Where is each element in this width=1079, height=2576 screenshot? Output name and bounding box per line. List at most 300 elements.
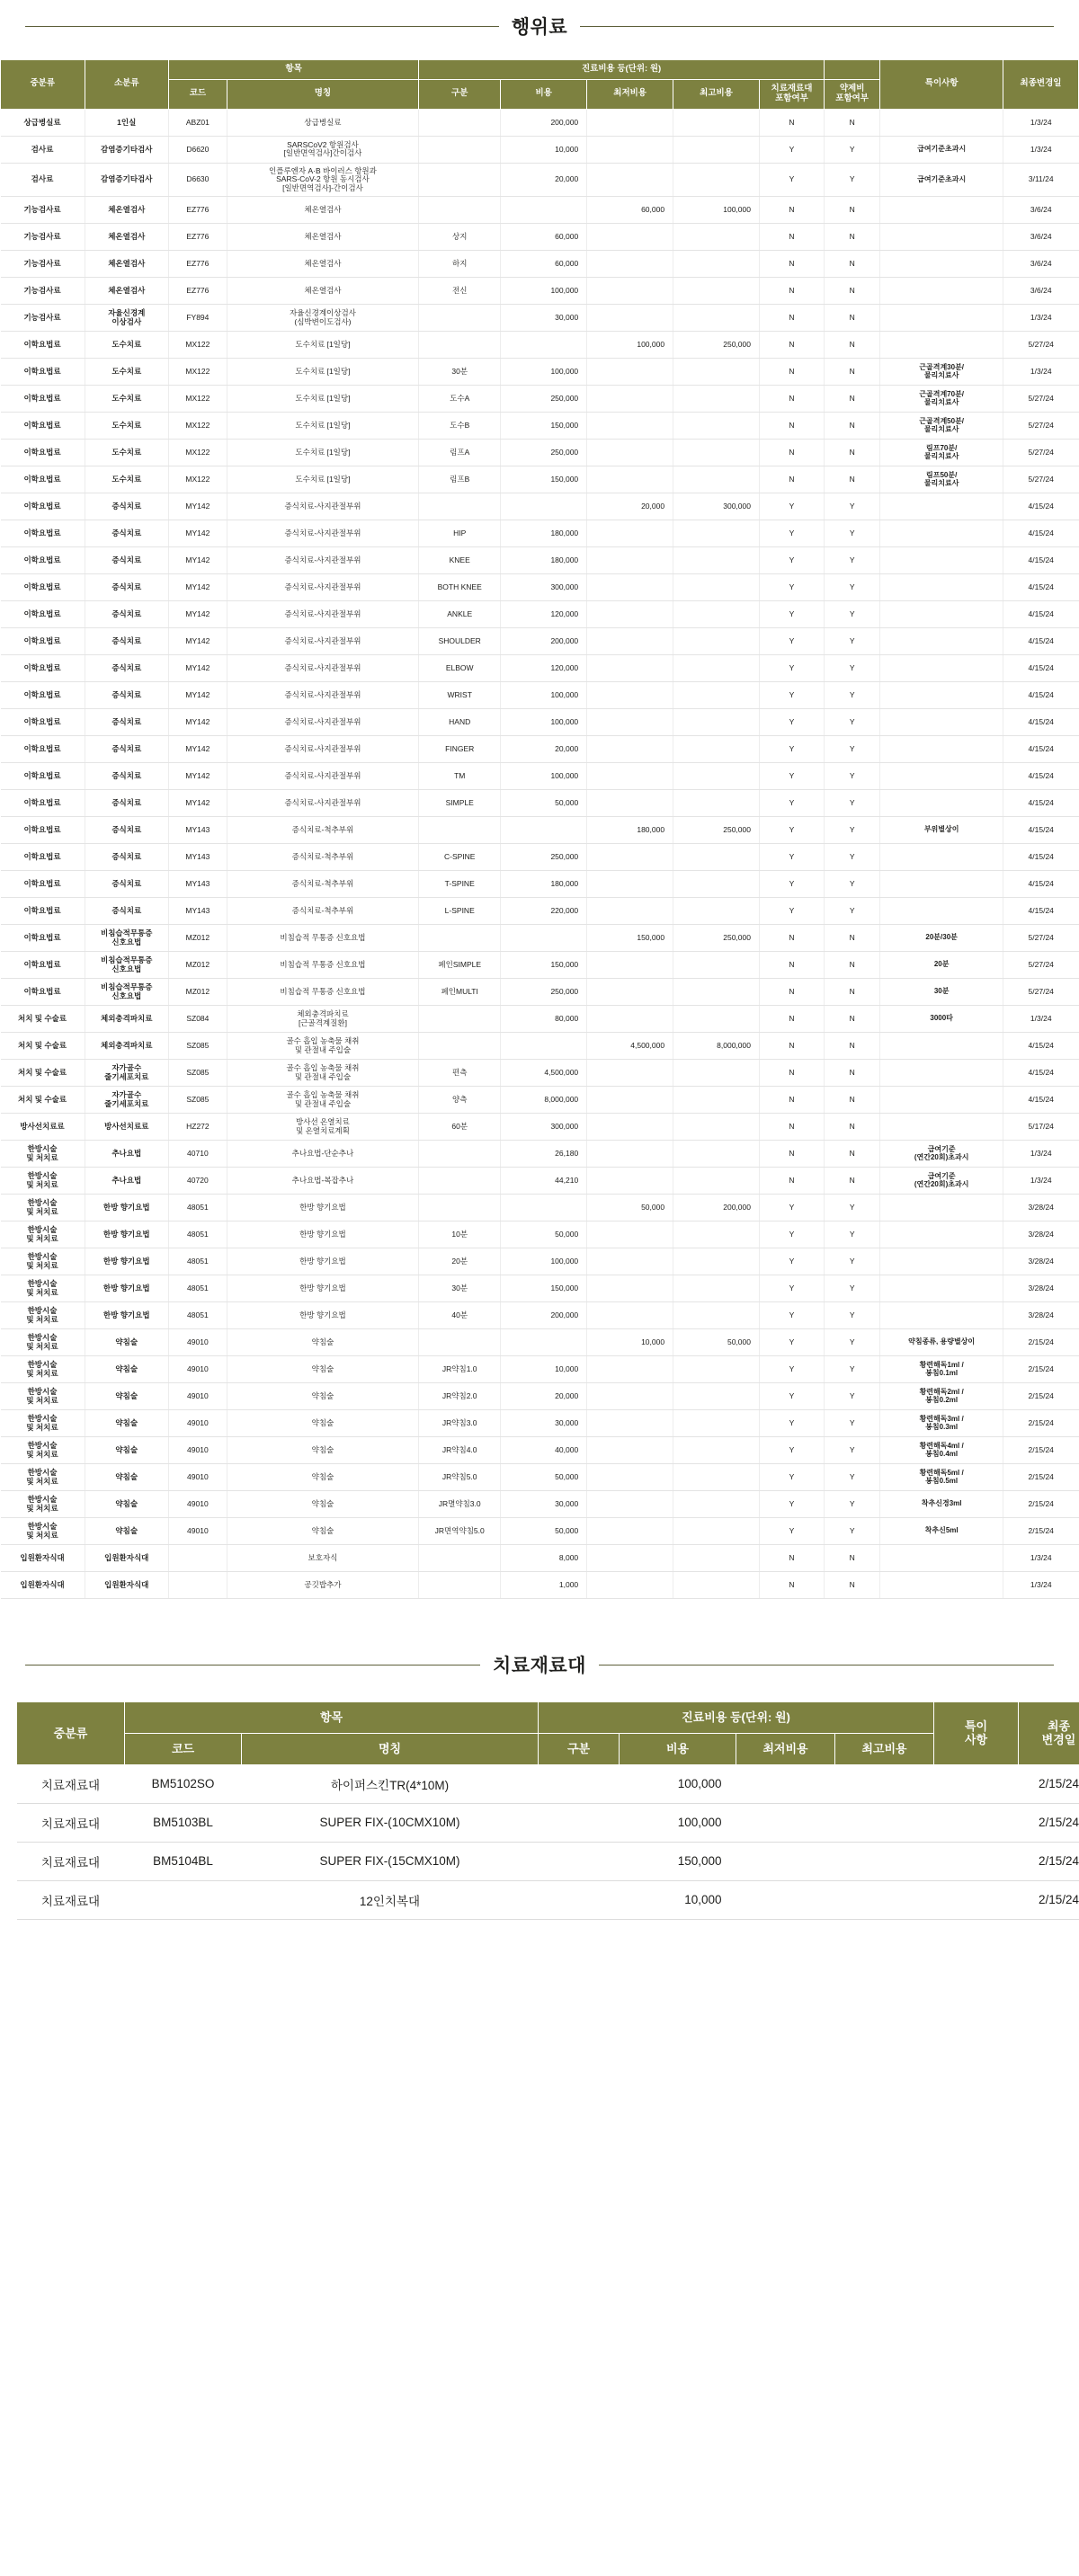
cell-mid-class: 이학요법료 xyxy=(1,871,85,898)
cell-min-cost xyxy=(587,136,673,163)
cell-division xyxy=(419,1033,501,1060)
cell-last-changed: 1/3/24 xyxy=(1003,136,1078,163)
cell-name: 약침술 xyxy=(227,1491,418,1518)
cell-material-included: Y xyxy=(759,844,824,871)
cell-min-cost xyxy=(587,413,673,440)
cell-code: 49010 xyxy=(169,1518,227,1545)
cell-note xyxy=(934,1880,1019,1919)
th-last-changed: 최종변경일 xyxy=(1003,60,1078,110)
th-name: 명칭 xyxy=(227,79,418,109)
cell-last-changed: 1/3/24 xyxy=(1003,1545,1078,1572)
cell-material-included: N xyxy=(759,1114,824,1141)
cell-name: 하이퍼스킨TR(4*10M) xyxy=(242,1764,539,1803)
cell-drug-included: N xyxy=(824,251,879,278)
cell-mid-class: 입원환자식대 xyxy=(1,1572,85,1599)
cell-code: MX122 xyxy=(169,440,227,466)
cell-code: MZ012 xyxy=(169,952,227,979)
cell-name: 체온열검사 xyxy=(227,224,418,251)
cell-sub-class: 증식치료 xyxy=(85,844,169,871)
cell-name: 증식치료-사지관절부위 xyxy=(227,682,418,709)
cell-mid-class: 검사료 xyxy=(1,136,85,163)
table-row xyxy=(1,466,1079,493)
cell-material-included: N xyxy=(759,952,824,979)
table-row xyxy=(1,493,1079,520)
cell-cost: 60,000 xyxy=(501,224,587,251)
cell-material-included: N xyxy=(759,1006,824,1033)
cell-max-cost xyxy=(673,709,760,736)
cell-name: 약침술 xyxy=(227,1518,418,1545)
table-row xyxy=(1,520,1079,547)
cell-drug-included: N xyxy=(824,925,879,952)
cell-max-cost: 8,000,000 xyxy=(673,1033,760,1060)
cell-note xyxy=(880,1033,1003,1060)
cell-name: 골수 흡입 농축물 채취 및 관절내 주입술 xyxy=(227,1087,418,1114)
cell-sub-class: 감염증기타검사 xyxy=(85,163,169,197)
cell-mid-class: 이학요법료 xyxy=(1,844,85,871)
cell-material-included: N xyxy=(759,332,824,359)
cell-note: 근골격계30분/ 물리치료사 xyxy=(880,359,1003,386)
cell-sub-class: 증식치료 xyxy=(85,763,169,790)
cell-last-changed: 3/28/24 xyxy=(1003,1275,1078,1302)
cell-note xyxy=(880,520,1003,547)
cell-cost xyxy=(501,197,587,224)
th-division: 구분 xyxy=(419,79,501,109)
cell-name: 체외충격파치료 [근골격계질환] xyxy=(227,1006,418,1033)
cell-material-included: Y xyxy=(759,1410,824,1437)
cell-min-cost xyxy=(587,1060,673,1087)
cell-drug-included: Y xyxy=(824,1195,879,1221)
cell-note: 황련해독4ml / 봉침0.4ml xyxy=(880,1437,1003,1464)
table-row xyxy=(1,305,1079,332)
cell-sub-class: 약침술 xyxy=(85,1356,169,1383)
th-drug-included-spacer xyxy=(824,60,879,80)
cell-sub-class: 약침술 xyxy=(85,1491,169,1518)
mth-note-line1: 특이 xyxy=(964,1719,988,1733)
cell-cost xyxy=(501,1329,587,1356)
cell-name: 증식치료-사지관절부위 xyxy=(227,790,418,817)
cell-max-cost xyxy=(673,1275,760,1302)
cell-last-changed: 4/15/24 xyxy=(1003,817,1078,844)
cell-material-included: N xyxy=(759,1060,824,1087)
cell-drug-included: N xyxy=(824,109,879,136)
cell-note xyxy=(880,1545,1003,1572)
cell-max-cost xyxy=(673,763,760,790)
cell-last-changed: 3/6/24 xyxy=(1003,224,1078,251)
cell-max-cost xyxy=(673,1518,760,1545)
cell-code: 49010 xyxy=(169,1383,227,1410)
mth-note xyxy=(934,1702,1019,1764)
cell-mid-class: 이학요법료 xyxy=(1,682,85,709)
cell-last-changed: 5/27/24 xyxy=(1003,386,1078,413)
cell-cost: 8,000 xyxy=(501,1545,587,1572)
cell-drug-included: Y xyxy=(824,1221,879,1248)
cell-last-changed: 4/15/24 xyxy=(1003,736,1078,763)
cell-mid-class: 이학요법료 xyxy=(1,413,85,440)
table-row xyxy=(1,1195,1079,1221)
cell-note xyxy=(880,655,1003,682)
table-row xyxy=(1,1006,1079,1033)
cell-code xyxy=(169,1545,227,1572)
cell-material-included: Y xyxy=(759,790,824,817)
cell-max-cost xyxy=(673,736,760,763)
cell-sub-class: 체온열검사 xyxy=(85,224,169,251)
cell-mid-class: 처치 및 수술료 xyxy=(1,1033,85,1060)
cell-last-changed: 1/3/24 xyxy=(1003,359,1078,386)
cell-material-included: Y xyxy=(759,1275,824,1302)
th-max-cost: 최고비용 xyxy=(673,79,760,109)
cell-division xyxy=(419,1195,501,1221)
cell-code: MY143 xyxy=(169,871,227,898)
cell-note: 급여기준 (연간20회)초과시 xyxy=(880,1168,1003,1195)
cell-last-changed: 1/3/24 xyxy=(1003,109,1078,136)
cell-mid-class: 기능검사료 xyxy=(1,305,85,332)
cell-code: 48051 xyxy=(169,1221,227,1248)
cell-note: 20분/30분 xyxy=(880,925,1003,952)
fee-table-head xyxy=(1,60,1079,110)
cell-min-cost xyxy=(587,1383,673,1410)
th-min-cost: 최저비용 xyxy=(587,79,673,109)
cell-division xyxy=(419,332,501,359)
cell-sub-class: 체온열검사 xyxy=(85,197,169,224)
cell-sub-class: 추나요법 xyxy=(85,1141,169,1168)
cell-drug-included: Y xyxy=(824,520,879,547)
cell-cost: 100,000 xyxy=(501,709,587,736)
cell-name: 약침술 xyxy=(227,1383,418,1410)
cell-note: 급여기준 (연간20회)초과시 xyxy=(880,1141,1003,1168)
cell-sub-class: 한방 향기요법 xyxy=(85,1248,169,1275)
cell-note xyxy=(880,763,1003,790)
cell-min-cost xyxy=(587,1302,673,1329)
cell-max-cost xyxy=(673,1248,760,1275)
cell-mid-class: 이학요법료 xyxy=(1,736,85,763)
cell-code: MY142 xyxy=(169,682,227,709)
cell-note: 황련해독5ml / 봉침0.5ml xyxy=(880,1464,1003,1491)
cell-max-cost xyxy=(673,359,760,386)
cell-division: 40분 xyxy=(419,1302,501,1329)
cell-drug-included: N xyxy=(824,224,879,251)
bottom-spacer xyxy=(0,1920,1079,1956)
cell-sub-class: 체외충격파치료 xyxy=(85,1006,169,1033)
cell-name: 약침술 xyxy=(227,1464,418,1491)
cell-drug-included: N xyxy=(824,1545,879,1572)
cell-max-cost xyxy=(673,1437,760,1464)
cell-min-cost xyxy=(587,1410,673,1437)
cell-name: SUPER FIX-(15CMX10M) xyxy=(242,1842,539,1880)
cell-note xyxy=(880,109,1003,136)
cell-code: SZ085 xyxy=(169,1033,227,1060)
cell-mid-class: 한방시술 및 처치료 xyxy=(1,1141,85,1168)
cell-drug-included: Y xyxy=(824,1329,879,1356)
cell-name: 한방 향기요법 xyxy=(227,1302,418,1329)
cell-name: SARSCoV2 항원검사 [일반면역검사]간이검사 xyxy=(227,136,418,163)
cell-min-cost: 50,000 xyxy=(587,1195,673,1221)
cell-min-cost xyxy=(587,1248,673,1275)
cell-sub-class: 도수치료 xyxy=(85,386,169,413)
cell-code: 49010 xyxy=(169,1329,227,1356)
cell-sub-class: 자가골수 줄기세포치료 xyxy=(85,1087,169,1114)
cell-mid-class: 한방시술 및 처치료 xyxy=(1,1221,85,1248)
cell-cost: 100,000 xyxy=(620,1803,736,1842)
cell-min-cost xyxy=(587,709,673,736)
cell-mid-class: 이학요법료 xyxy=(1,440,85,466)
cell-division: JR약침2.0 xyxy=(419,1383,501,1410)
cell-last-changed: 1/3/24 xyxy=(1003,1572,1078,1599)
cell-division xyxy=(539,1764,620,1803)
cell-sub-class: 증식치료 xyxy=(85,898,169,925)
cell-sub-class: 도수치료 xyxy=(85,332,169,359)
section-title-fee xyxy=(0,13,1079,40)
table-row xyxy=(1,1221,1079,1248)
table-row xyxy=(1,736,1079,763)
th-drug-included-line2: 포함여부 xyxy=(835,93,869,103)
cell-max-cost: 250,000 xyxy=(673,817,760,844)
cell-code: ABZ01 xyxy=(169,109,227,136)
cell-mid-class: 한방시술 및 처치료 xyxy=(1,1168,85,1195)
cell-drug-included: N xyxy=(824,278,879,305)
cell-min-cost xyxy=(587,736,673,763)
table-row xyxy=(1,1302,1079,1329)
cell-sub-class: 한방 향기요법 xyxy=(85,1195,169,1221)
cell-code xyxy=(125,1880,242,1919)
cell-code: FY894 xyxy=(169,305,227,332)
cell-drug-included: Y xyxy=(824,136,879,163)
cell-code: MX122 xyxy=(169,413,227,440)
cell-sub-class: 증식치료 xyxy=(85,574,169,601)
cell-name: 도수치료 [1일당] xyxy=(227,332,418,359)
cell-cost: 1,000 xyxy=(501,1572,587,1599)
table-row xyxy=(1,1437,1079,1464)
cell-max-cost xyxy=(673,136,760,163)
cell-code: MY142 xyxy=(169,601,227,628)
cell-division: JR면역약침5.0 xyxy=(419,1518,501,1545)
cell-max-cost xyxy=(673,1383,760,1410)
cell-sub-class: 증식치료 xyxy=(85,817,169,844)
cell-name: 상급병실료 xyxy=(227,109,418,136)
cell-mid-class: 이학요법료 xyxy=(1,628,85,655)
table-row xyxy=(1,1383,1079,1410)
cell-name: 공깃밥추가 xyxy=(227,1572,418,1599)
cell-last-changed: 4/15/24 xyxy=(1003,1087,1078,1114)
cell-mid-class: 이학요법료 xyxy=(1,898,85,925)
cell-last-changed: 5/27/24 xyxy=(1003,332,1078,359)
cell-code: MX122 xyxy=(169,466,227,493)
cell-name: 체온열검사 xyxy=(227,251,418,278)
th-sub-class: 소분류 xyxy=(85,60,169,110)
cell-note xyxy=(880,682,1003,709)
cell-max-cost: 250,000 xyxy=(673,332,760,359)
cell-material-included: N xyxy=(759,1168,824,1195)
cell-material-included: N xyxy=(759,413,824,440)
cell-sub-class: 도수치료 xyxy=(85,413,169,440)
cell-name: 추나요법-복잡추나 xyxy=(227,1168,418,1195)
cell-code: MY142 xyxy=(169,763,227,790)
cell-division: 상지 xyxy=(419,224,501,251)
cell-mid-class: 한방시술 및 처치료 xyxy=(1,1437,85,1464)
cell-material-included: Y xyxy=(759,574,824,601)
cell-material-included: N xyxy=(759,466,824,493)
cell-name: 한방 향기요법 xyxy=(227,1248,418,1275)
cell-max-cost: 250,000 xyxy=(673,925,760,952)
cell-division xyxy=(419,136,501,163)
cell-max-cost xyxy=(673,109,760,136)
cell-drug-included: Y xyxy=(824,1437,879,1464)
cell-last-changed: 4/15/24 xyxy=(1003,844,1078,871)
cell-last-changed: 4/15/24 xyxy=(1003,655,1078,682)
cell-note: 황련해독3ml / 봉침0.3ml xyxy=(880,1410,1003,1437)
cell-code: SZ084 xyxy=(169,1006,227,1033)
cell-sub-class: 증식치료 xyxy=(85,628,169,655)
cell-code: BM5104BL xyxy=(125,1842,242,1880)
cell-note xyxy=(880,1087,1003,1114)
cell-division xyxy=(539,1880,620,1919)
cell-code: 48051 xyxy=(169,1302,227,1329)
table-row xyxy=(1,898,1079,925)
cell-mid-class: 기능검사료 xyxy=(1,278,85,305)
cell-last-changed: 4/15/24 xyxy=(1003,763,1078,790)
cell-max-cost xyxy=(835,1842,934,1880)
cell-material-included: Y xyxy=(759,520,824,547)
table-row xyxy=(1,1248,1079,1275)
cell-min-cost: 4,500,000 xyxy=(587,1033,673,1060)
cell-cost: 100,000 xyxy=(501,1248,587,1275)
th-cost: 비용 xyxy=(501,79,587,109)
cell-code: MZ012 xyxy=(169,925,227,952)
cell-cost: 40,000 xyxy=(501,1437,587,1464)
cell-name: 인플루엔자 A·B 바이러스 항원과 SARS-CoV-2 항원 동시검사 [일반면역검사]-간이검사 xyxy=(227,163,418,197)
cell-code: EZ776 xyxy=(169,251,227,278)
cell-mid-class: 이학요법료 xyxy=(1,359,85,386)
cell-sub-class: 비침습적무통증 신호요법 xyxy=(85,952,169,979)
mth-cost: 비용 xyxy=(620,1733,736,1764)
cell-sub-class: 감염증기타검사 xyxy=(85,136,169,163)
cell-code: 49010 xyxy=(169,1356,227,1383)
cell-max-cost xyxy=(835,1880,934,1919)
cell-division xyxy=(419,305,501,332)
cell-division: 림프B xyxy=(419,466,501,493)
cell-material-included: Y xyxy=(759,1329,824,1356)
cell-cost: 180,000 xyxy=(501,871,587,898)
cell-max-cost xyxy=(673,440,760,466)
cell-division xyxy=(419,1006,501,1033)
cell-division: 하지 xyxy=(419,251,501,278)
cell-division xyxy=(539,1842,620,1880)
cell-drug-included: Y xyxy=(824,628,879,655)
cell-min-cost xyxy=(587,1006,673,1033)
cell-drug-included: Y xyxy=(824,817,879,844)
cell-code: HZ272 xyxy=(169,1114,227,1141)
cell-mid-class: 치료재료대 xyxy=(17,1842,125,1880)
cell-drug-included: N xyxy=(824,386,879,413)
cell-material-included: Y xyxy=(759,1356,824,1383)
cell-sub-class: 한방 향기요법 xyxy=(85,1275,169,1302)
mth-item-group: 항목 xyxy=(125,1702,539,1734)
cell-cost: 200,000 xyxy=(501,109,587,136)
cell-name: 증식치료-사지관절부위 xyxy=(227,520,418,547)
cell-division xyxy=(419,1168,501,1195)
cell-min-cost xyxy=(587,1221,673,1248)
cell-name: 증식치료-사지관절부위 xyxy=(227,601,418,628)
cell-min-cost xyxy=(587,574,673,601)
cell-min-cost xyxy=(587,979,673,1006)
cell-max-cost xyxy=(673,1545,760,1572)
cell-drug-included: N xyxy=(824,440,879,466)
cell-max-cost: 50,000 xyxy=(673,1329,760,1356)
cell-division: BOTH KNEE xyxy=(419,574,501,601)
cell-code: EZ776 xyxy=(169,224,227,251)
cell-code: MY142 xyxy=(169,520,227,547)
cell-last-changed: 3/28/24 xyxy=(1003,1221,1078,1248)
cell-code: MY142 xyxy=(169,493,227,520)
cell-drug-included: Y xyxy=(824,682,879,709)
table-row xyxy=(1,1464,1079,1491)
cell-min-cost: 100,000 xyxy=(587,332,673,359)
cell-last-changed: 5/27/24 xyxy=(1003,952,1078,979)
cell-max-cost xyxy=(673,413,760,440)
cell-mid-class: 이학요법료 xyxy=(1,332,85,359)
material-header-row-1 xyxy=(17,1702,1079,1734)
th-material-included-line1: 치료재료대 xyxy=(771,83,813,93)
cell-material-included: Y xyxy=(759,493,824,520)
cell-mid-class: 이학요법료 xyxy=(1,817,85,844)
table-row xyxy=(1,709,1079,736)
cell-mid-class: 이학요법료 xyxy=(1,655,85,682)
cell-note: 근골격계50분/ 물리치료사 xyxy=(880,413,1003,440)
cell-last-changed: 4/15/24 xyxy=(1003,709,1078,736)
cell-cost: 250,000 xyxy=(501,844,587,871)
cell-min-cost xyxy=(587,1464,673,1491)
cell-division xyxy=(419,163,501,197)
cell-cost: 150,000 xyxy=(501,1275,587,1302)
mth-cost-group: 진료비용 등(단위: 원) xyxy=(539,1702,934,1734)
cell-cost: 100,000 xyxy=(501,359,587,386)
cell-min-cost xyxy=(587,466,673,493)
cell-drug-included: Y xyxy=(824,547,879,574)
cell-division xyxy=(419,925,501,952)
cell-last-changed: 4/15/24 xyxy=(1003,493,1078,520)
cell-min-cost xyxy=(587,628,673,655)
cell-last-changed: 5/27/24 xyxy=(1003,925,1078,952)
cell-material-included: N xyxy=(759,925,824,952)
cell-material-included: Y xyxy=(759,547,824,574)
cell-drug-included: N xyxy=(824,359,879,386)
cell-cost: 30,000 xyxy=(501,1410,587,1437)
cell-division: JR약침3.0 xyxy=(419,1410,501,1437)
cell-drug-included: N xyxy=(824,1060,879,1087)
cell-last-changed: 1/3/24 xyxy=(1003,1141,1078,1168)
cell-drug-included: Y xyxy=(824,655,879,682)
cell-division: 도수A xyxy=(419,386,501,413)
title-rule-left-2 xyxy=(25,1665,480,1666)
cell-note xyxy=(880,1114,1003,1141)
cell-division: 20분 xyxy=(419,1248,501,1275)
cell-division: ELBOW xyxy=(419,655,501,682)
table-row xyxy=(1,1518,1079,1545)
cell-drug-included: Y xyxy=(824,844,879,871)
cell-material-included: Y xyxy=(759,1437,824,1464)
cell-division xyxy=(419,109,501,136)
table-row xyxy=(1,925,1079,952)
cell-max-cost xyxy=(673,628,760,655)
cell-division: JR멸약침3.0 xyxy=(419,1491,501,1518)
cell-material-included: Y xyxy=(759,1195,824,1221)
cell-name: 한방 향기요법 xyxy=(227,1195,418,1221)
cell-material-included: N xyxy=(759,440,824,466)
cell-note: 근골격계70분/ 물리치료사 xyxy=(880,386,1003,413)
cell-min-cost xyxy=(587,1141,673,1168)
cell-division: 페인SIMPLE xyxy=(419,952,501,979)
cell-cost: 180,000 xyxy=(501,547,587,574)
cell-sub-class: 증식치료 xyxy=(85,709,169,736)
